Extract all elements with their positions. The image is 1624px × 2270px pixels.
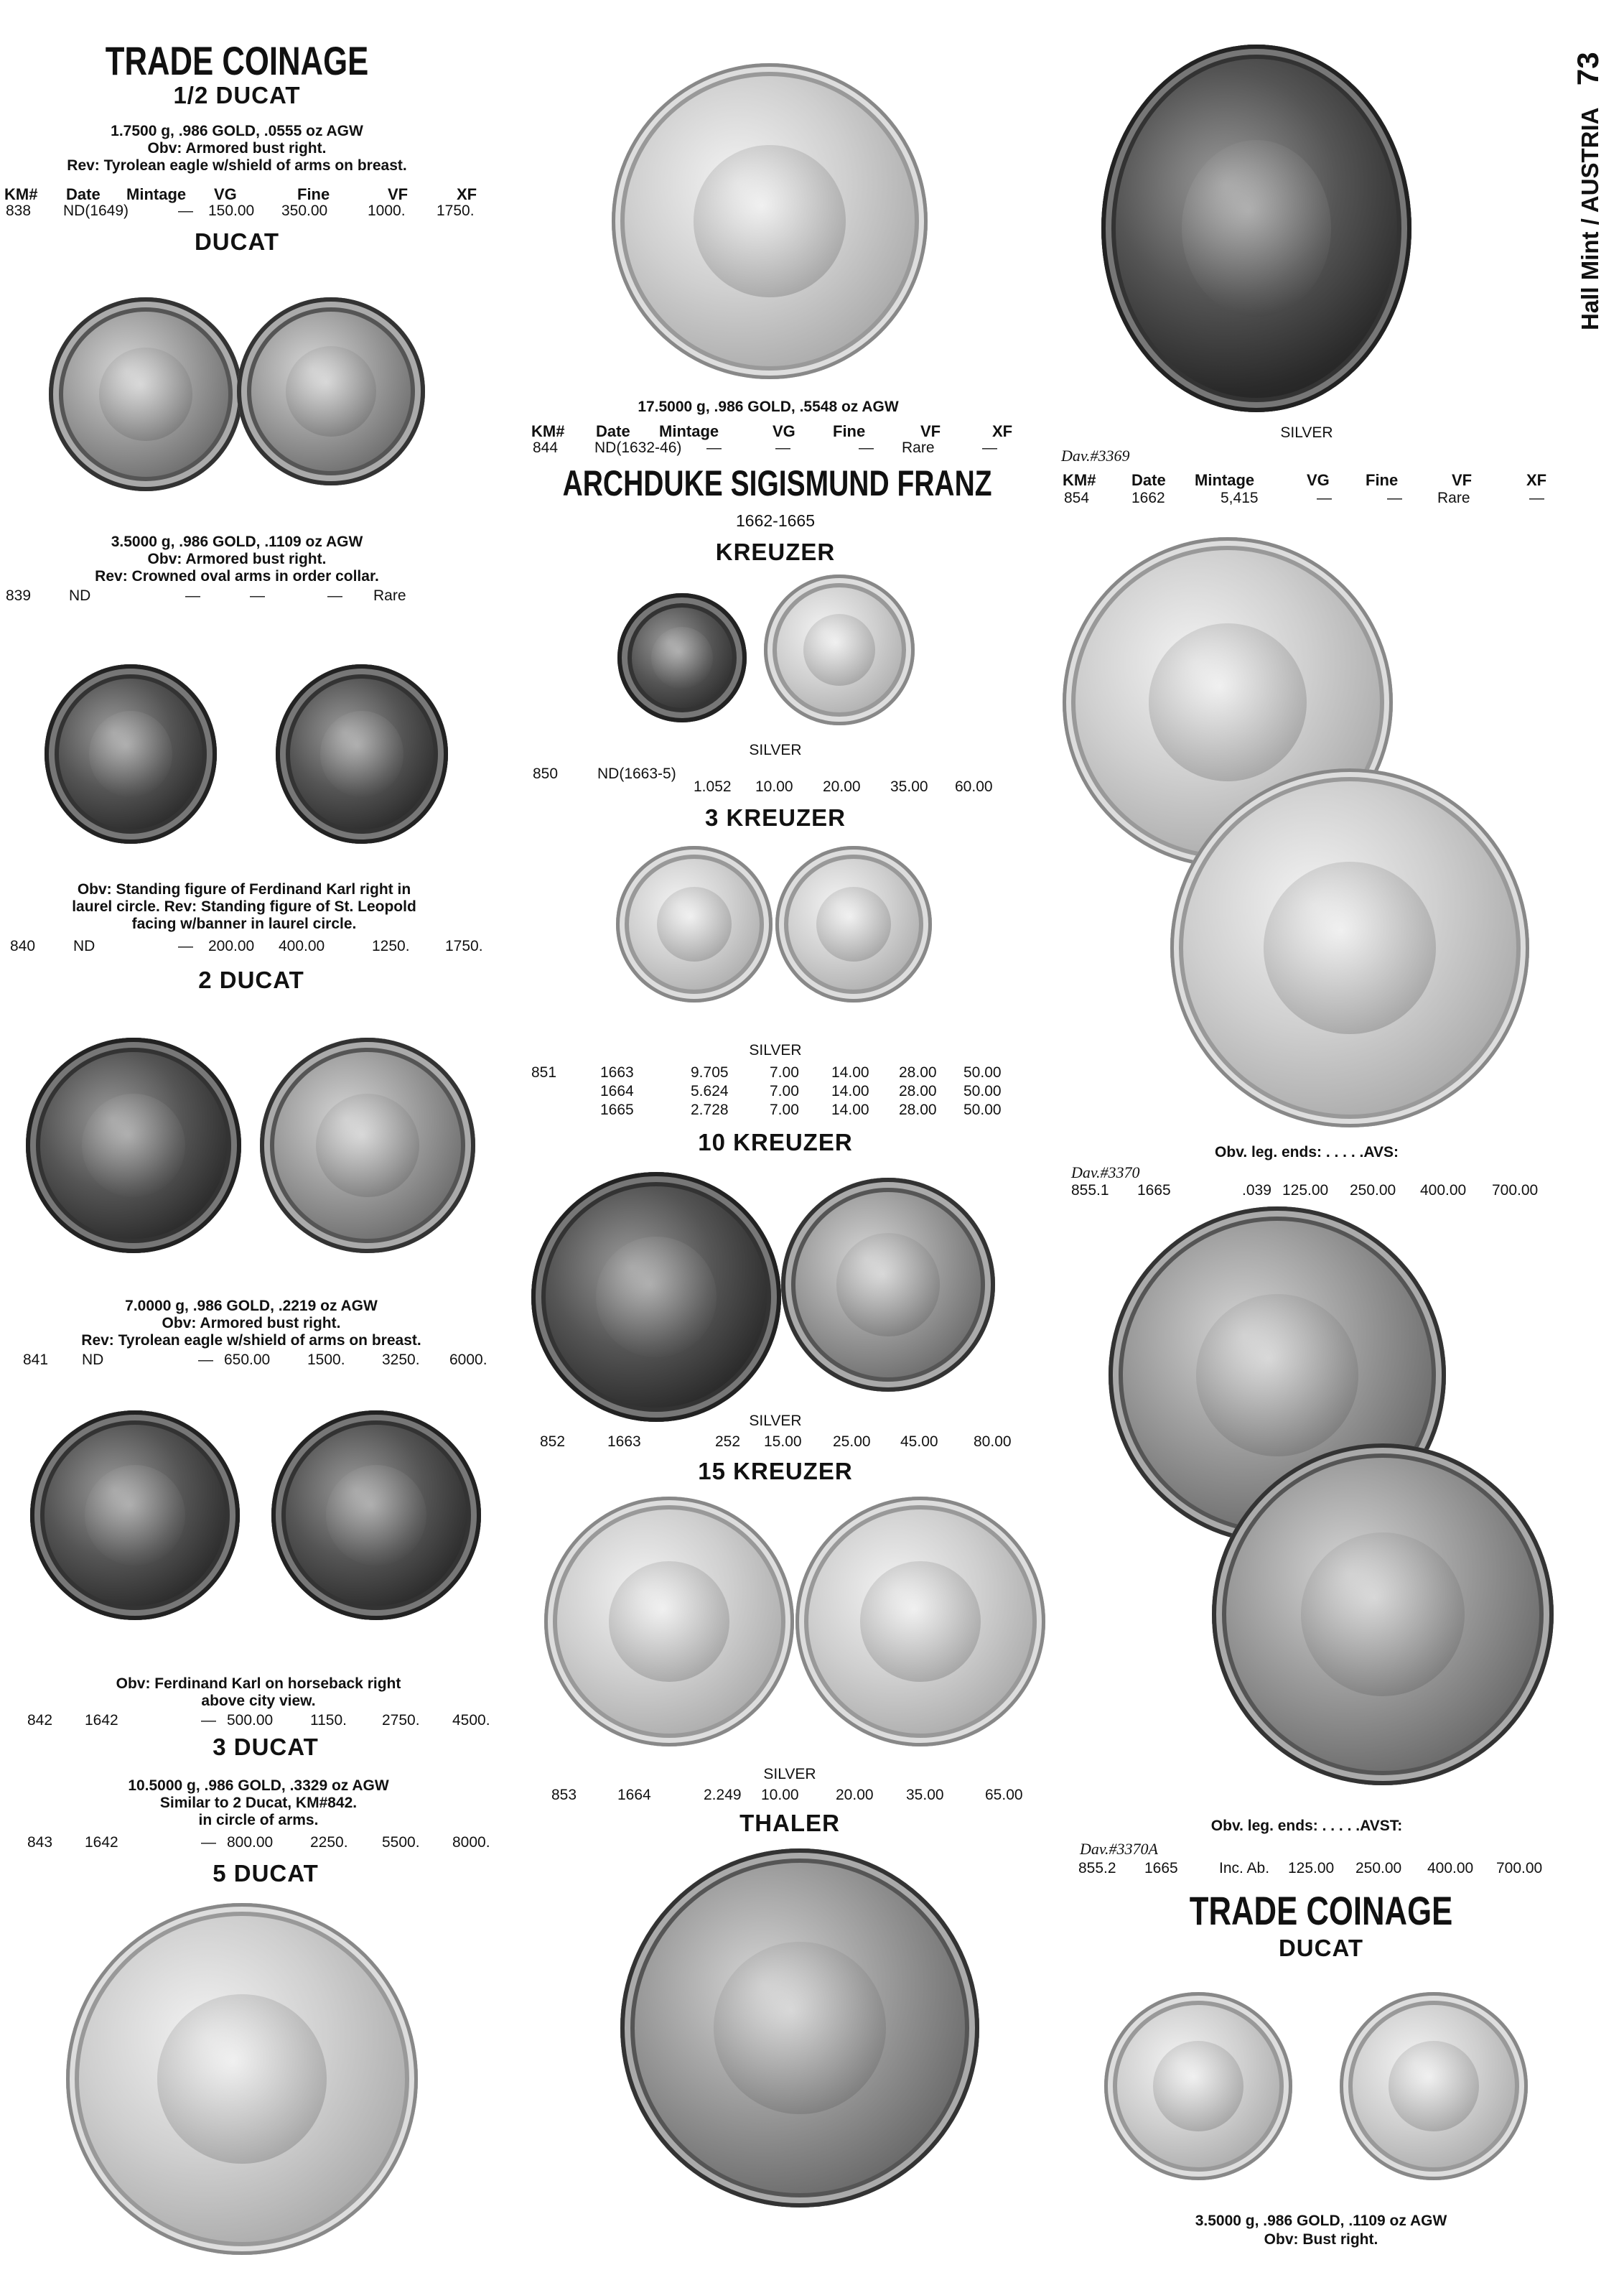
mintage-cell: .039 <box>1242 1182 1271 1199</box>
xf-cell: 6000. <box>449 1352 487 1368</box>
coin-839-obverse <box>49 297 243 491</box>
half-ducat-spec: 1.7500 g, .986 GOLD, .0555 oz AGW <box>111 123 363 139</box>
km840-desc-1: Obv: Standing figure of Ferdinand Karl right in <box>77 881 411 898</box>
km844-spec: 17.5000 g, .986 GOLD, .5548 oz AGW <box>638 399 899 415</box>
vg-cell: 15.00 <box>764 1433 802 1450</box>
coin-852-reverse <box>781 1178 995 1392</box>
date-cell: 1662 <box>1131 490 1165 506</box>
km-cell: 840 <box>10 938 36 954</box>
vg-cell: 500.00 <box>227 1712 274 1729</box>
xf-cell: 1750. <box>445 938 483 954</box>
fine-cell: 250.00 <box>1350 1182 1396 1199</box>
table-row <box>0 1834 517 1853</box>
fine-cell: 14.00 <box>831 1064 869 1081</box>
vf-cell: 400.00 <box>1427 1860 1474 1876</box>
km-cell: 854 <box>1064 490 1090 506</box>
date-cell: 1642 <box>85 1712 118 1729</box>
table-row <box>0 1712 517 1731</box>
date-cell: 1663 <box>607 1433 641 1450</box>
col3-header-vg: VG <box>1307 471 1330 489</box>
date-cell: 1665 <box>1137 1182 1171 1199</box>
section-years: 1662-1665 <box>736 511 815 530</box>
fine-cell: — <box>859 439 874 456</box>
date-cell: 1665 <box>600 1102 634 1118</box>
table-row <box>0 938 503 957</box>
ten-kreuzer-metal: SILVER <box>749 1413 802 1429</box>
xf-cell: 4500. <box>452 1712 490 1729</box>
vf-cell: 45.00 <box>900 1433 938 1450</box>
col2-header-vf: VF <box>920 422 941 440</box>
table-row <box>531 766 1048 797</box>
coin-853-obverse <box>544 1497 794 1746</box>
vg-cell: 7.00 <box>770 1083 799 1099</box>
coin-840-obverse <box>45 664 217 844</box>
coin-855-1-reverse <box>1170 768 1529 1127</box>
xf-cell: 700.00 <box>1492 1182 1539 1199</box>
kreuzer-metal: SILVER <box>749 742 802 758</box>
date-cell: ND <box>73 938 95 954</box>
mintage-cell: Inc. Ab. <box>1219 1860 1270 1876</box>
table-row <box>1063 1860 1579 1879</box>
xf-cell: — <box>1529 490 1544 506</box>
dav-3370: Dav.#3370 <box>1071 1163 1140 1181</box>
km-cell: 838 <box>6 203 32 219</box>
xf-cell: 50.00 <box>963 1083 1002 1099</box>
coin-839-reverse <box>237 297 425 485</box>
xf-cell: 700.00 <box>1496 1860 1543 1876</box>
two-ducat-spec: 7.0000 g, .986 GOLD, .2219 oz AGW <box>125 1298 378 1314</box>
half-ducat-heading: 1/2 DUCAT <box>173 82 301 108</box>
date-cell: 1664 <box>617 1787 651 1803</box>
km-cell: 841 <box>23 1352 49 1368</box>
km-cell: 842 <box>27 1712 53 1729</box>
fine-cell: 14.00 <box>831 1102 869 1118</box>
coin-841-reverse <box>260 1038 475 1253</box>
vg-cell: — <box>1317 490 1332 506</box>
fine-cell: 2250. <box>310 1834 348 1851</box>
vf-cell: 35.00 <box>906 1787 944 1803</box>
xf-cell: 1750. <box>437 203 475 219</box>
vg-cell: 800.00 <box>227 1834 274 1851</box>
fine-cell: 1500. <box>307 1352 345 1368</box>
fine-cell: 25.00 <box>833 1433 871 1450</box>
fine-cell: 1150. <box>310 1712 347 1729</box>
table-row <box>531 1787 1048 1805</box>
vf-cell: 28.00 <box>899 1083 937 1099</box>
kreuzer-heading: KREUZER <box>715 539 836 565</box>
mintage-cell: — <box>198 1352 213 1368</box>
table-row <box>531 439 1034 458</box>
half-ducat-obv: Obv: Armored bust right. <box>147 140 327 157</box>
col3-title: TRADE COINAGE <box>1189 1888 1453 1933</box>
col1-header-km: KM# <box>4 185 38 203</box>
vf-cell: — <box>327 587 342 604</box>
three-ducat-desc-1: Similar to 2 Ducat, KM#842. <box>159 1795 358 1811</box>
table-row <box>1063 490 1579 508</box>
coin-853-reverse <box>795 1497 1045 1746</box>
five-ducat-heading: 5 DUCAT <box>213 1860 319 1887</box>
fine-cell: 350.00 <box>281 203 328 219</box>
col1-header-mintage: Mintage <box>126 185 187 203</box>
vg-cell: 150.00 <box>208 203 255 219</box>
coin-col3-ducat-obverse <box>1104 1992 1292 2180</box>
km-cell: 853 <box>551 1787 577 1803</box>
section-title: ARCHDUKE SIGISMUND FRANZ <box>562 463 992 503</box>
mintage-cell: 2.249 <box>704 1787 742 1803</box>
fine-cell: — <box>1387 490 1402 506</box>
two-ducat-obv: Obv: Armored bust right. <box>162 1315 341 1331</box>
mintage-cell: 2.728 <box>691 1102 729 1118</box>
km840-desc-3: facing w/banner in laurel circle. <box>131 916 357 932</box>
km-cell: 851 <box>531 1064 557 1081</box>
col2-header-km: KM# <box>531 422 565 440</box>
fifteen-kreuzer-heading: 15 KREUZER <box>698 1458 853 1484</box>
fine-cell: 20.00 <box>836 1787 874 1803</box>
coin-852-obverse <box>531 1172 781 1422</box>
fine-cell: 400.00 <box>279 938 325 954</box>
xf-cell: 8000. <box>452 1834 490 1851</box>
table-row <box>531 1433 1048 1452</box>
col2-header-vg: VG <box>773 422 795 440</box>
col2-header-fine: Fine <box>833 422 866 440</box>
vg-cell: — <box>185 587 200 604</box>
date-cell: ND(1632-46) <box>594 439 682 456</box>
vf-cell: 3250. <box>382 1352 420 1368</box>
col1-header-vg: VG <box>214 185 237 203</box>
vf-cell: 2750. <box>382 1712 420 1729</box>
col3-header-fine: Fine <box>1366 471 1399 489</box>
xf-cell: 65.00 <box>985 1787 1023 1803</box>
col3-ducat-obv: Obv: Bust right. <box>1264 2231 1378 2248</box>
coin-850-obverse <box>617 593 747 722</box>
col1-title: TRADE COINAGE <box>105 38 369 83</box>
date-cell: 1664 <box>600 1083 634 1099</box>
coin-851-reverse <box>775 846 932 1003</box>
col3-header-xf: XF <box>1526 471 1547 489</box>
legend-avs: Obv. leg. ends: . . . . .AVS: <box>1215 1144 1399 1160</box>
col1-header-date: Date <box>66 185 101 203</box>
xf-cell: 50.00 <box>963 1064 1002 1081</box>
vf-cell: 5500. <box>382 1834 420 1851</box>
km-cell: 855.2 <box>1078 1860 1116 1876</box>
date-cell: ND(1663-5) <box>597 766 676 782</box>
vf-cell: 1250. <box>372 938 410 954</box>
date-cell: ND <box>69 587 91 604</box>
xf-cell: — <box>982 439 997 456</box>
coin-5-ducat <box>66 1903 418 2255</box>
coin-thaler <box>620 1848 979 2208</box>
table-row <box>1063 1182 1579 1201</box>
vg-cell: 10.00 <box>761 1787 799 1803</box>
col2-header-date: Date <box>596 422 630 440</box>
xf-cell: Rare <box>373 587 406 604</box>
vg-cell: 7.00 <box>770 1102 799 1118</box>
page-number: 73 <box>1571 52 1605 86</box>
col1-header-xf: XF <box>457 185 477 203</box>
three-ducat-heading: 3 DUCAT <box>213 1734 319 1760</box>
vf-cell: Rare <box>1437 490 1470 506</box>
side-header <box>1571 52 1605 330</box>
col2-header-xf: XF <box>992 422 1013 440</box>
mintage-cell: 1.052 <box>694 778 732 795</box>
coin-855-2-reverse <box>1212 1443 1554 1785</box>
vf-cell: 35.00 <box>890 778 928 795</box>
half-ducat-rev: Rev: Tyrolean eagle w/shield of arms on breast. <box>67 157 407 174</box>
vg-cell: 200.00 <box>208 938 255 954</box>
vg-cell: 7.00 <box>770 1064 799 1081</box>
col3-header-km: KM# <box>1063 471 1096 489</box>
date-cell: 1663 <box>600 1064 634 1081</box>
col3-ducat-heading: DUCAT <box>1278 1935 1364 1961</box>
mintage-cell: — <box>178 203 193 219</box>
vf-cell: 28.00 <box>899 1064 937 1081</box>
ten-kreuzer-heading: 10 KREUZER <box>698 1129 853 1155</box>
km842-desc-2: above city view. <box>201 1693 316 1709</box>
ducat-rev: Rev: Crowned oval arms in order collar. <box>95 568 379 585</box>
two-ducat-heading: 2 DUCAT <box>198 967 304 993</box>
coin-844 <box>612 63 928 379</box>
table-row <box>531 1083 1048 1102</box>
fine-cell: 250.00 <box>1355 1860 1402 1876</box>
xf-cell: 60.00 <box>955 778 993 795</box>
two-ducat-rev: Rev: Tyrolean eagle w/shield of arms on breast. <box>81 1332 421 1349</box>
fine-cell: 14.00 <box>831 1083 869 1099</box>
xf-cell: 50.00 <box>963 1102 1002 1118</box>
mintage-cell: 9.705 <box>691 1064 729 1081</box>
vf-cell: Rare <box>902 439 935 456</box>
coin-840-reverse <box>276 664 448 844</box>
vf-cell: 400.00 <box>1420 1182 1467 1199</box>
legend-avst: Obv. leg. ends: . . . . .AVST: <box>1210 1818 1403 1834</box>
col2-header-mintage: Mintage <box>659 422 719 440</box>
date-cell: 1642 <box>85 1834 118 1851</box>
mintage-cell: — <box>201 1712 216 1729</box>
mintage-cell: 5,415 <box>1221 490 1259 506</box>
date-cell: ND <box>82 1352 104 1368</box>
dav-3370a: Dav.#3370A <box>1080 1840 1158 1858</box>
three-kreuzer-heading: 3 KREUZER <box>704 804 846 831</box>
fine-cell: 20.00 <box>823 778 861 795</box>
table-row <box>0 203 503 221</box>
table-row <box>0 587 503 606</box>
col3-table-header <box>1063 471 1565 490</box>
km-cell: 850 <box>533 766 559 782</box>
xf-cell: 80.00 <box>974 1433 1012 1450</box>
coin-854 <box>1101 45 1411 412</box>
mintage-cell: 5.624 <box>691 1083 729 1099</box>
vf-cell: 28.00 <box>899 1102 937 1118</box>
three-ducat-spec: 10.5000 g, .986 GOLD, .3329 oz AGW <box>128 1777 389 1794</box>
km-cell: 839 <box>6 587 32 604</box>
three-ducat-desc-2: in circle of arms. <box>198 1812 319 1828</box>
fifteen-kreuzer-metal: SILVER <box>763 1766 816 1782</box>
km842-desc-1: Obv: Ferdinand Karl on horseback right <box>116 1675 401 1692</box>
table-row <box>531 1064 1048 1083</box>
mintage-cell: 252 <box>715 1433 741 1450</box>
table-row <box>531 1102 1048 1120</box>
col3-header-mintage: Mintage <box>1195 471 1255 489</box>
side-header-text: Hall Mint / AUSTRIA <box>1577 107 1603 330</box>
vg-cell: 125.00 <box>1288 1860 1335 1876</box>
vg-cell: 650.00 <box>224 1352 271 1368</box>
dav-3369: Dav.#3369 <box>1061 447 1130 465</box>
col1-table-header <box>0 185 503 204</box>
km-cell: 843 <box>27 1834 53 1851</box>
col2-table-header <box>531 422 1034 441</box>
mintage-cell: — <box>201 1834 216 1851</box>
ducat-obv: Obv: Armored bust right. <box>147 551 327 567</box>
mintage-cell: — <box>706 439 722 456</box>
ducat-heading: DUCAT <box>194 228 280 255</box>
ducat-spec: 3.5000 g, .986 GOLD, .1109 oz AGW <box>111 534 363 550</box>
col3-header-date: Date <box>1131 471 1166 489</box>
coin-842-reverse <box>271 1410 481 1620</box>
date-cell: ND(1649) <box>63 203 129 219</box>
km-cell: 855.1 <box>1071 1182 1109 1199</box>
col3-metal-1: SILVER <box>1280 424 1333 441</box>
coin-col3-ducat-reverse <box>1340 1992 1528 2180</box>
three-kreuzer-metal: SILVER <box>749 1042 802 1059</box>
vf-cell: 1000. <box>368 203 406 219</box>
km-cell: 852 <box>540 1433 566 1450</box>
col1-header-vf: VF <box>388 185 409 203</box>
coin-842-obverse <box>30 1410 240 1620</box>
col1-header-fine: Fine <box>297 185 330 203</box>
km840-desc-2: laurel circle. Rev: Standing figure of St. Leopold <box>72 898 416 915</box>
coin-841-obverse <box>26 1038 241 1253</box>
vg-cell: 10.00 <box>755 778 793 795</box>
fine-cell: — <box>250 587 265 604</box>
coin-850-reverse <box>764 575 915 725</box>
thaler-heading: THALER <box>739 1810 840 1836</box>
col3-header-vf: VF <box>1452 471 1473 489</box>
vg-cell: — <box>775 439 790 456</box>
vg-cell: 125.00 <box>1282 1182 1329 1199</box>
col3-ducat-spec: 3.5000 g, .986 GOLD, .1109 oz AGW <box>1195 2213 1447 2229</box>
table-row <box>0 1352 503 1370</box>
mintage-cell: — <box>178 938 193 954</box>
coin-851-obverse <box>616 846 773 1003</box>
date-cell: 1665 <box>1144 1860 1178 1876</box>
km-cell: 844 <box>533 439 559 456</box>
